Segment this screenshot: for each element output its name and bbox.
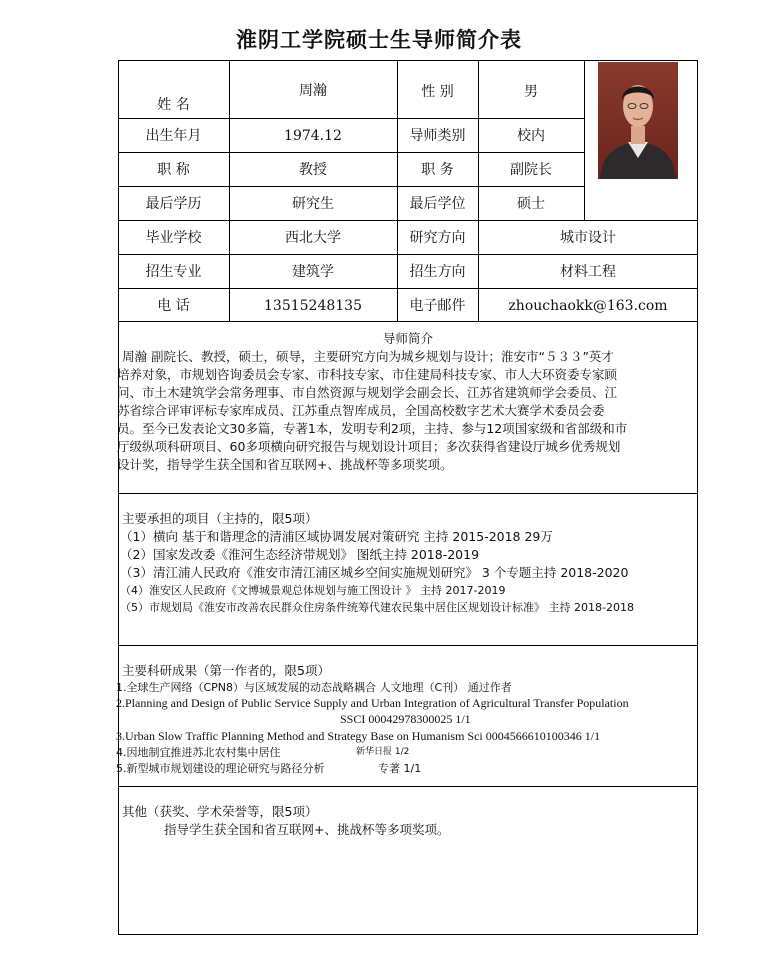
projects-heading: 主要承担的项目（主持的，限5项） xyxy=(122,511,318,526)
intro-line: 周瀚 副院长、教授，硕士，硕导，主要研究方向为城乡规划与设计；淮安市“５３３”英才 xyxy=(122,349,614,364)
intro-heading: 导师简介 xyxy=(382,331,433,346)
achievement-item-detail: 专著 1/1 xyxy=(378,762,422,775)
birth-label: 出生年月 xyxy=(145,128,202,144)
achievement-item: 1.全球生产网络（CPN8）与区域发展的动态战略耦合 人文地理（C刊） 通过作者 xyxy=(116,681,512,694)
degree-value: 硕士 xyxy=(517,196,545,212)
phone-value: 13515248135 xyxy=(264,298,362,314)
achievement-item: 2.Planning and Design of Public Service Supply and Urban Integration of Agricultural Transfer Population xyxy=(116,696,629,710)
name-value: 周瀚 xyxy=(299,83,327,99)
row-divider xyxy=(118,254,698,255)
intro-line: 培养对象，市规划咨询委员会专家、市科技专家、市住建局科技专家、市人大环资委专家顾 xyxy=(117,367,618,382)
achievement-item-detail: SSCI 00042978300025 1/1 xyxy=(340,712,471,726)
achievement-item: 4.因地制宜推进苏北农村集中居住 xyxy=(116,746,281,759)
section-divider xyxy=(118,645,698,646)
intro-line: 员。至今已发表论文30多篇，专著1本，发明专利2项，主持、参与12项国家级和省部级和市 xyxy=(117,421,628,436)
email-label: 电子邮件 xyxy=(409,298,466,314)
post-label: 职 务 xyxy=(421,162,454,178)
education-value: 研究生 xyxy=(292,196,334,212)
project-item: （1）横向 基于和谐理念的清浦区域协调发展对策研究 主持 2015-2018 29万 xyxy=(120,529,553,544)
enroll-direction-value: 材料工程 xyxy=(560,264,616,280)
row-divider xyxy=(118,152,584,153)
achievement-item: 5.新型城市规划建设的理论研究与路径分析 xyxy=(116,762,325,775)
advisor-type-label: 导师类别 xyxy=(409,128,466,144)
post-value: 副院长 xyxy=(510,162,552,178)
title-value: 教授 xyxy=(299,162,327,178)
education-label: 最后学历 xyxy=(145,196,202,212)
gender-value: 男 xyxy=(524,84,538,100)
intro-line: 苏省综合评审评标专家库成员、江苏重点智库成员，全国高校数字艺术大赛学术委员会委 xyxy=(117,403,605,418)
intro-line: 厅级纵项科研项目、60多项横向研究报告与规划设计项目；多次获得省建设厅城乡优秀规划 xyxy=(117,439,621,454)
title-label: 职 称 xyxy=(157,162,190,178)
achievement-item-detail: 新华日报 1/2 xyxy=(356,747,410,757)
col-divider xyxy=(584,60,585,220)
other-text: 指导学生获全国和省互联网+、挑战杯等多项奖项。 xyxy=(164,822,450,837)
birth-value: 1974.12 xyxy=(284,128,342,144)
school-label: 毕业学校 xyxy=(145,230,202,246)
project-item: （5）市规划局《淮安市改善农民群众住房条件统筹代建农民集中居住区规划设计标准》 主持 2018-2018 xyxy=(120,601,634,614)
enroll-direction-label: 招生方向 xyxy=(409,264,466,280)
row-divider xyxy=(118,288,698,289)
achievement-item: 3.Urban Slow Traffic Planning Method and Strategy Base on Humanism Sci 0004566610100346 1/1 xyxy=(116,729,601,743)
portrait-photo xyxy=(598,62,678,179)
section-divider xyxy=(118,493,698,494)
row-divider xyxy=(118,321,698,322)
advisor-type-value: 校内 xyxy=(517,128,545,144)
major-value: 建筑学 xyxy=(292,264,334,280)
major-label: 招生专业 xyxy=(145,264,202,280)
school-value: 西北大学 xyxy=(285,230,341,246)
phone-label: 电 话 xyxy=(157,298,190,314)
intro-line: 问、市土木建筑学会常务理事、市自然资源与规划学会副会长、江苏省建筑师学会委员、江 xyxy=(117,385,618,400)
gender-label: 性 别 xyxy=(421,84,454,100)
project-item: （4）淮安区人民政府《文博城景观总体规划与施工图设计 》 主持 2017-2019 xyxy=(120,584,506,597)
research-value: 城市设计 xyxy=(560,230,616,246)
section-divider xyxy=(118,786,698,787)
research-label: 研究方向 xyxy=(409,230,466,246)
other-heading: 其他（获奖、学术荣誉等，限5项） xyxy=(122,804,318,819)
project-item: （3）清江浦人民政府《淮安市清江浦区城乡空间实施规划研究》 3 个专题主持 2018-2020 xyxy=(120,565,629,580)
name-label: 姓 名 xyxy=(157,97,190,113)
project-item: （2）国家发改委《淮河生态经济带规划》 图纸主持 2018-2019 xyxy=(120,547,480,562)
row-divider xyxy=(118,186,584,187)
achievements-heading: 主要科研成果（第一作者的，限5项） xyxy=(122,663,330,678)
degree-label: 最后学位 xyxy=(409,196,466,212)
email-value: zhouchaokk@163.com xyxy=(508,298,668,314)
row-divider xyxy=(118,220,698,221)
row-divider xyxy=(118,118,584,119)
intro-line: 设计奖，指导学生获全国和省互联网+、挑战杯等多项奖项。 xyxy=(117,457,453,472)
form-title: 淮阴工学院硕士生导师简介表 xyxy=(236,28,522,52)
